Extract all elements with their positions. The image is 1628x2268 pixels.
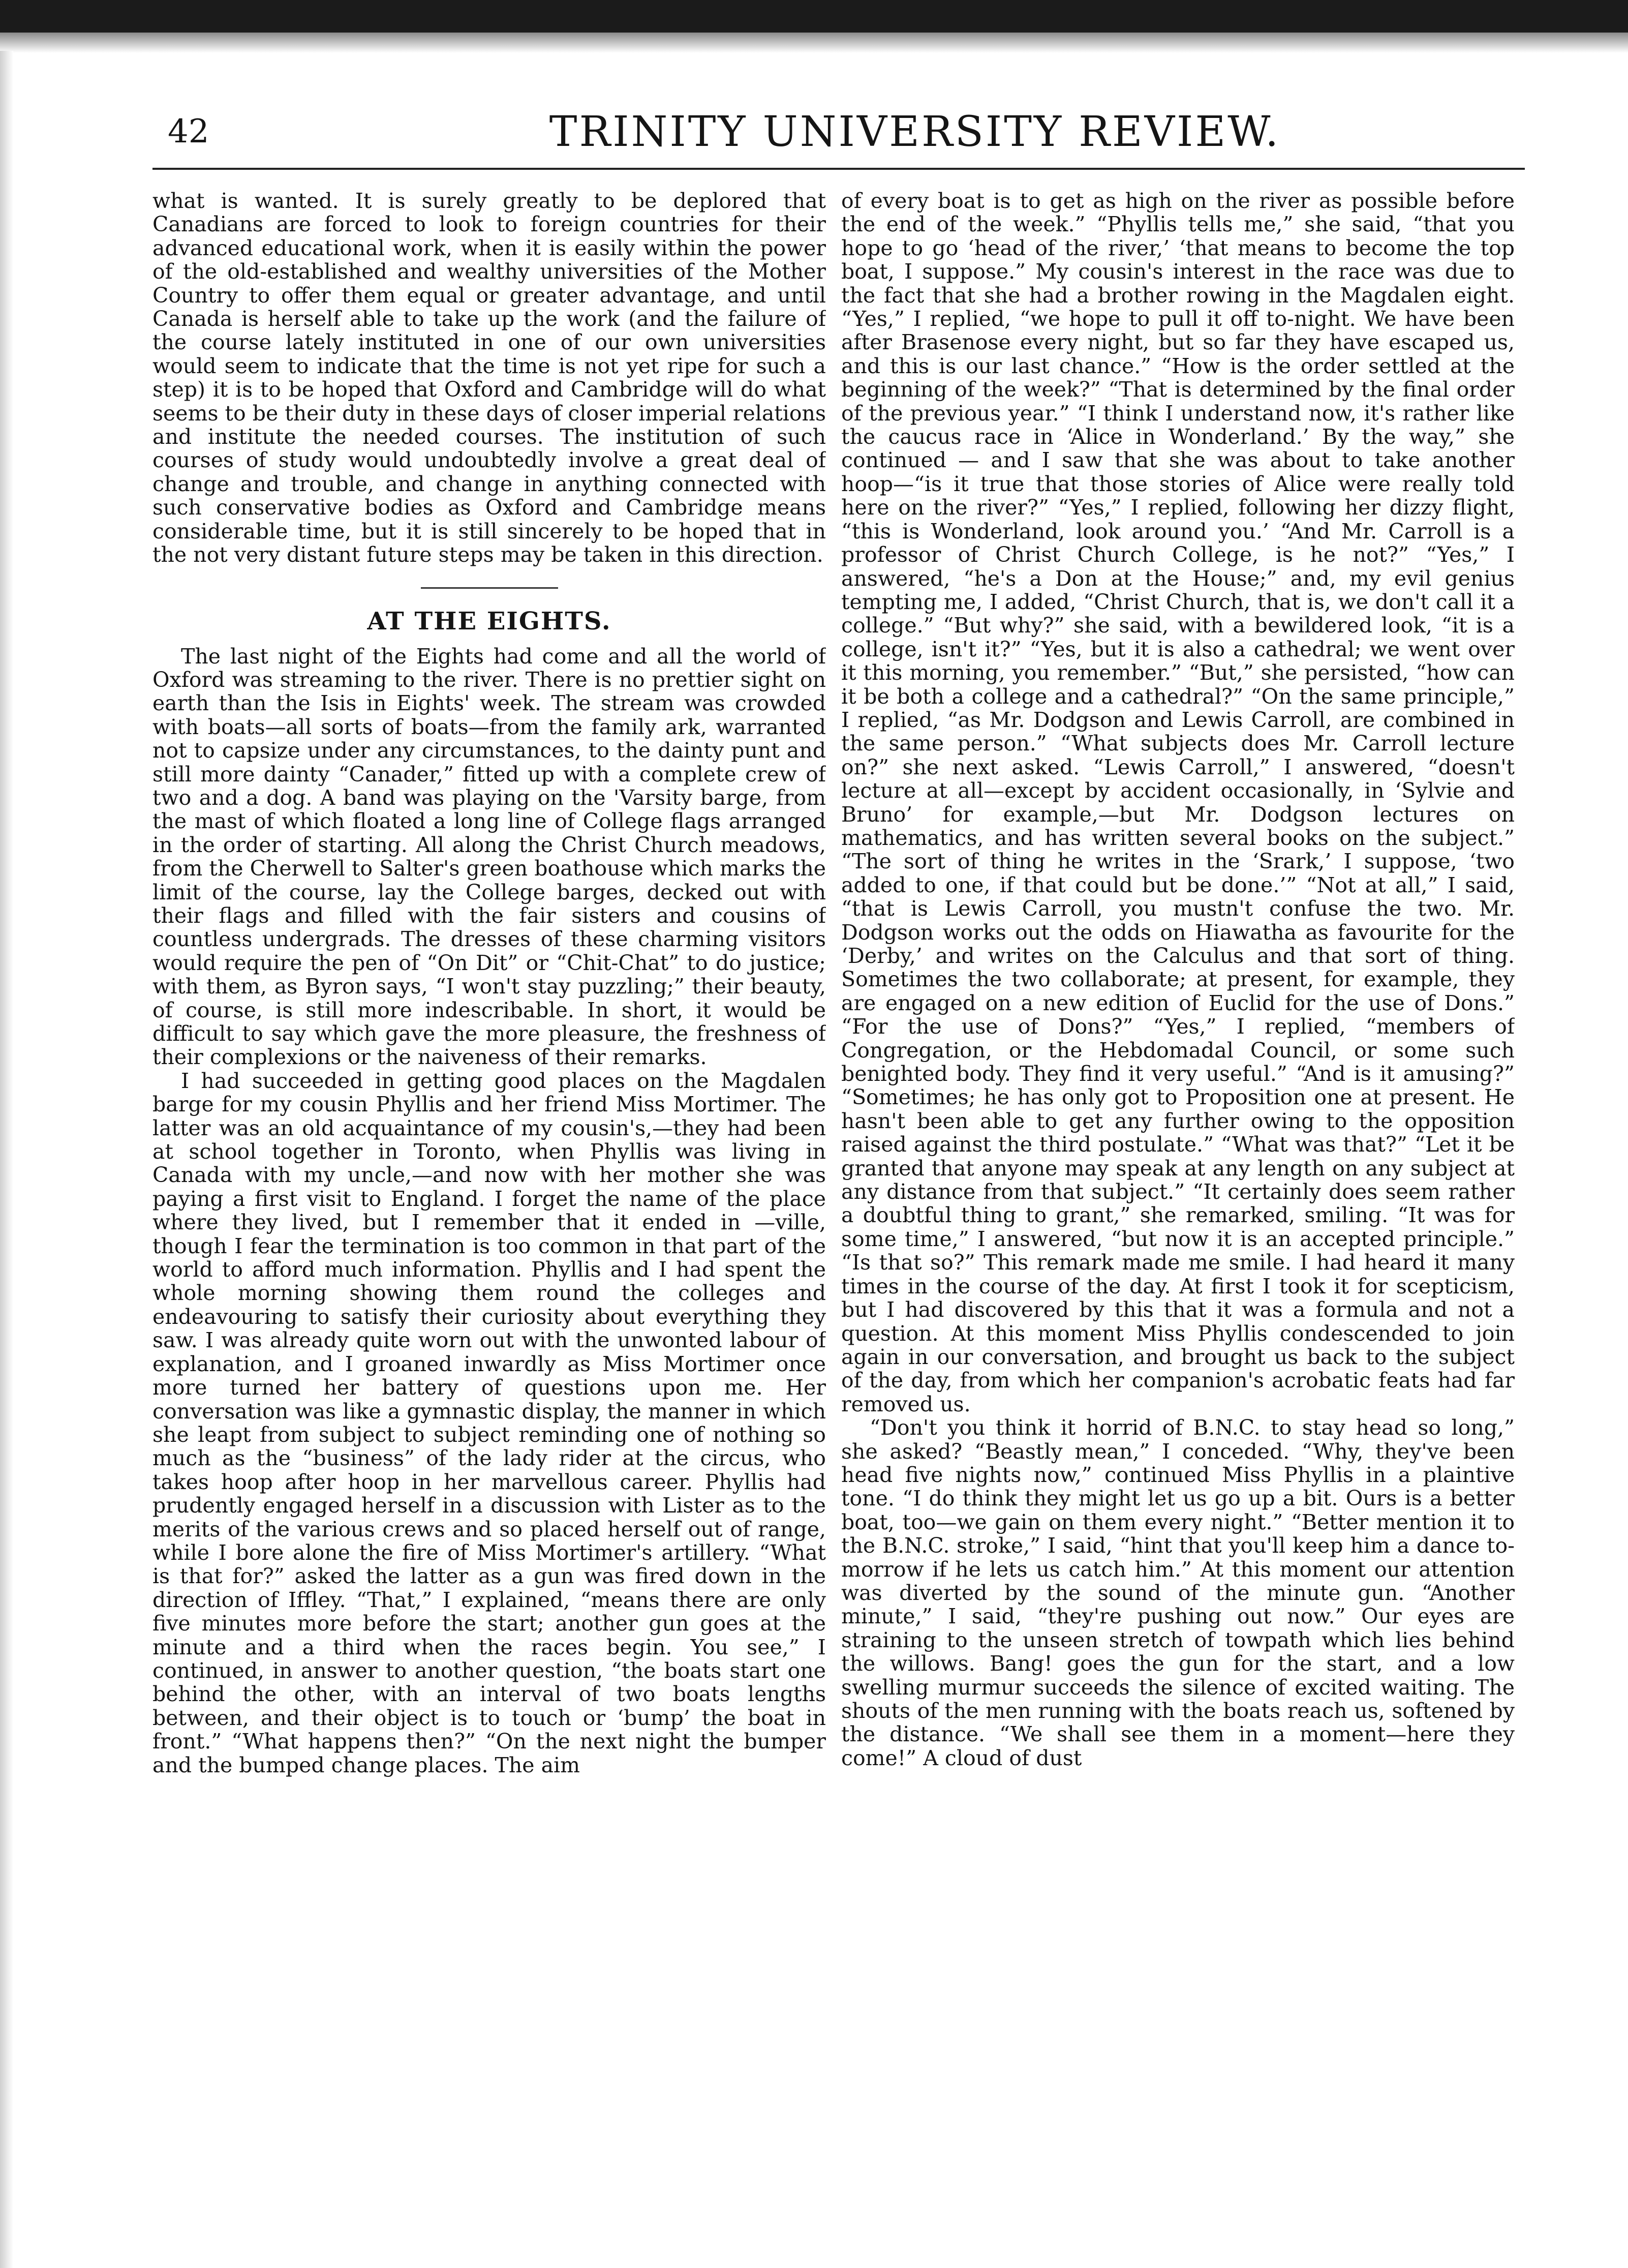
running-header [152, 107, 1525, 168]
section-divider [421, 587, 558, 589]
body-paragraph: I had succeeded in getting good places on the Magdalen barge for my cousin Phyllis and her friend Miss Mortimer. The latter was an old acquaintance of my cousin's,—they had been at school together in Toronto, when Phyllis was living in Canada with my uncle,—and now with her mother she was paying a first visit to England. I forget the name of the place where they lived, but I remember that it ended in —ville, though I fear the termination is too common in that part of the world to afford much information. Phyllis and I had spent the whole morning showing them round the colleges and endeavouring to satisfy their curiosity about everything they saw. I was already quite worn out with the unwonted labour of explanation, and I groaned inwardly as Miss Mortimer once more turned her battery of questions upon me. Her conversation was like a gymnastic display, the manner in which she leapt from subject to subject reminding one of nothing so much as the “business” of the lady rider at the circus, who takes hoop after hoop in her marvellous career. Phyllis had prudently engaged herself in a discussion with Lister as to the merits of the various crews and so placed herself out of range, while I bore alone the fire of Miss Mortimer's artillery. “What is that for?” asked the latter as a gun was fired down in the direction of Iffley. “That,” I explained, “means there are only five minutes more before the start; another gun goes at the minute and a third when the races begin. You see,” I continued, in answer to another question, “the boats start one behind the other, with an interval of two boats lengths between, and their object is to touch or ‘bump’ the boat in front.” “What happens then?” “On the next night the bumper and the bumped change places. The aim [152, 1068, 826, 1777]
section-title: AT THE EIGHTS. [367, 607, 611, 636]
left-column [152, 189, 826, 2238]
page-number: 42 [168, 113, 209, 150]
scan-top-edge [0, 0, 1628, 33]
journal-title: TRINITY UNIVERSITY REVIEW. [549, 108, 1281, 156]
body-paragraph: “Don't you think it horrid of B.N.C. to stay head so long,” she asked? “Beastly mean,” I conceded. “Why, they've been head five nights now,” continued Miss Phyllis in a plaintive tone. “I do think they might let us go up a bit. Ours is a better boat, too—we gain on them every night.” “Better mention it to the B.N.C. stroke,” I said, “hint that you'll keep him a dance to-morrow if he lets us catch him.” At this moment our attention was diverted by the sound of the minute gun. “Another minute,” I said, “they're pushing out now.” Our eyes are straining to the unseen stretch of towpath which lies behind the willows. Bang! goes the gun for the start, and a low swelling murmur succeeds the silence of excited waiting. The shouts of the men running with the boats reach us, softened by the distance. “We shall see them in a moment—here they come!” A cloud of dust [841, 1415, 1515, 1770]
right-column [841, 189, 1515, 2238]
scan-left-edge [0, 51, 13, 2268]
scan-top-shadow [0, 33, 1628, 53]
body-paragraph: The last night of the Eights had come and all the world of Oxford was streaming to the river. There is no prettier sight on earth than the Isis in Eights' week. The stream was crowded with boats—all sorts of boats—from the family ark, warranted not to capsize under any circumstances, to the dainty punt and still more dainty “Canader,” fitted up with a complete crew of two and a dog. A band was playing on the 'Varsity barge, from the mast of which floated a long line of College flags arranged in the order of starting. All along the Christ Church meadows, from the Cherwell to Salter's green boathouse which marks the limit of the course, lay the College barges, decked out with their flags and filled with the fair sisters and cousins of countless undergrads. The dresses of these charming visitors would require the pen of “On Dit” or “Chit-Chat” to do justice; with them, as Byron says, “I won't stay puzzling;” their beauty, of course, is still more indescribable. In short, it would be difficult to say which gave the more pleasure, the freshness of their complexions or the naiveness of their remarks. [152, 644, 826, 1070]
body-paragraph: of every boat is to get as high on the river as possible before the end of the week.” “Phyllis tells me,” she said, “that you hope to go ‘head of the river,’ ‘that means to become the top boat, I suppose.” My cousin's interest in the race was due to the fact that she had a brother rowing in the Magdalen eight. “Yes,” I replied, “we hope to pull it off to-night. We have been after Brasenose every night, but so far they have escaped us, and this is our last chance.” “How is the order settled at the beginning of the week?” “That is determined by the final order of the previous year.” “I think I understand now, it's rather like the caucus race in ‘Alice in Wonderland.’ By the way,” she continued — and I saw that she was about to take another hoop—“is it true that those stories of Alice were really told here on the river?” “Yes,” I replied, following her dizzy flight, “this is Wonderland, look around you.’ “And Mr. Carroll is a professor of Christ Church College, is he not?” “Yes,” I answered, “he's a Don at the House;” and, my evil genius tempting me, I added, “Christ Church, that is, we don't call it a college.” “But why?” she said, with a bewildered look, “it is a college, isn't it?” “Yes, but it is also a cathedral; we went over it this morning, you remember.” “But,” she persisted, “how can it be both a college and a cathedral?” “On the same principle,” I replied, “as Mr. Dodgson and Lewis Carroll, are combined in the same person.” “What subjects does Mr. Carroll lecture on?” she next asked. “Lewis Carroll,” I answered, “doesn't lecture at all—except by accident occasionally, in ‘Sylvie and Bruno’ for example,—but Mr. Dodgson lectures on mathematics, and has written several books on the subject.” “The sort of thing he writes in the ‘Srark,’ I suppose, ‘two added to one, if that could but be done.’” “Not at all,” I said, “that is Lewis Carroll, you mustn't confuse the two. Mr. Dodgson works out the odds on Hiawatha as favourite for the ‘Derby,’ and writes on the Calculus and that sort of thing. Sometimes the two collaborate; at present, for example, they are engaged on a new edition of Euclid for the use of Dons.” “For the use of Dons?” “Yes,” I replied, “members of Congregation, or the Hebdomadal Council, or some such benighted body. They find it very useful.” “And is it amusing?” “Sometimes; he has only got to Proposition one at present. He hasn't been able to get any further owing to the opposition raised against the third postulate.” “What was that?” “Let it be granted that anyone may speak at any length on any subject at any distance from that subject.” “It certainly does seem rather a doubtful thing to grant,” she remarked, smiling. “It was for some time,” I answered, “but now it is an accepted principle.” “Is that so?” This remark made me smile. I had heard it many times in the course of the day. At first I took it for scepticism, but I had discovered by this that it was a formula and not a question. At this moment Miss Phyllis condescended to join again in our conversation, and brought us back to the subject of the day, from which her companion's acrobatic feats had far removed us. [841, 189, 1515, 1416]
intro-paragraph: what is wanted. It is surely greatly to be deplored that Canadians are forced to look to foreign countries for their advanced educational work, when it is easily within the power of the old-established and wealthy universities of the Mother Country to offer them equal or greater advantage, and until Canada is herself able to take up the work (and the failure of the course lately instituted in one of our own universities would seem to indicate that the time is not yet ripe for such a step) it is to be hoped that Oxford and Cambridge will do what seems to be their duty in these days of closer imperial relations and institute the needed courses. The institution of such courses of study would undoubtedly involve a great deal of change and trouble, and change in anything connected with such conservative bodies as Oxford and Cambridge means considerable time, but it is still sincerely to be hoped that in the not very distant future steps may be taken in this direction. [152, 189, 826, 567]
header-rule [152, 168, 1525, 170]
